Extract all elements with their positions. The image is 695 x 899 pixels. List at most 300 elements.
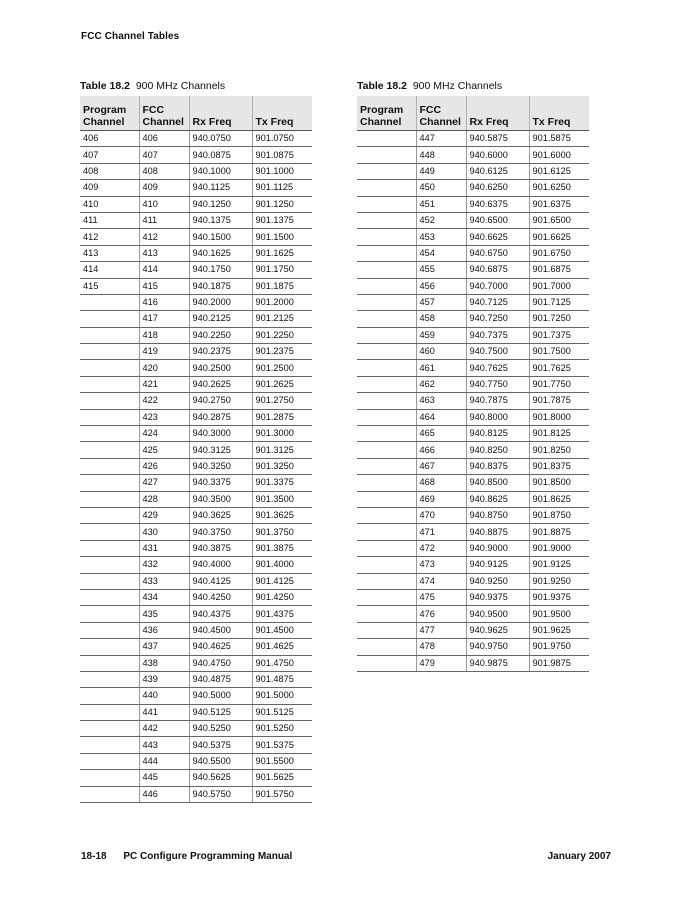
fcc-channel-cell: 427 [139,475,189,491]
program-channel-cell [80,557,139,573]
table-row [357,212,589,228]
table-row [80,491,312,507]
table-caption [357,79,589,96]
program-channel-cell [357,507,416,523]
program-channel-cell [357,524,416,540]
rx-freq-cell: 940.7875 [466,393,529,409]
rx-freq-cell: 940.1250 [189,196,252,212]
table-row [80,131,312,147]
col-header-program-channel [80,96,139,131]
rx-freq-cell: 940.5125 [189,704,252,720]
rx-freq-cell: 940.2500 [189,360,252,376]
table-row [80,376,312,392]
program-channel-cell [80,344,139,360]
tx-freq-cell: 901.9750 [529,639,589,655]
tx-freq-cell: 901.5000 [252,688,312,704]
table-row [80,786,312,802]
fcc-channel-cell: 444 [139,753,189,769]
rx-freq-cell: 940.1500 [189,229,252,245]
fcc-channel-cell: 418 [139,327,189,343]
fcc-channel-cell: 438 [139,655,189,671]
rx-freq-cell: 940.3750 [189,524,252,540]
fcc-channel-cell: 477 [416,622,466,638]
table-row [357,262,589,278]
tx-freq-cell: 901.2000 [252,294,312,310]
tx-freq-cell: 901.3125 [252,442,312,458]
table-row [80,557,312,573]
program-channel-cell [357,212,416,228]
rx-freq-cell: 940.7625 [466,360,529,376]
col-header-fcc-line1: FCC [142,104,165,116]
rx-freq-cell: 940.3000 [189,426,252,442]
col-header-program-line2: Channel [83,116,125,128]
rx-freq-cell: 940.9875 [466,655,529,671]
tx-freq-cell: 901.5500 [252,753,312,769]
table-row [80,622,312,638]
table-row [80,180,312,196]
program-channel-cell [357,606,416,622]
program-channel-cell: 406 [80,131,139,147]
tx-freq-cell: 901.2500 [252,360,312,376]
footer-page-number: 18-18 [81,851,107,862]
program-channel-cell [357,655,416,671]
program-channel-cell [80,376,139,392]
fcc-channel-cell: 458 [416,311,466,327]
fcc-channel-cell: 419 [139,344,189,360]
table-row [80,688,312,704]
rx-freq-cell: 940.4250 [189,589,252,605]
fcc-channel-cell: 409 [139,180,189,196]
tx-freq-cell: 901.8750 [529,507,589,523]
rx-freq-cell: 940.4000 [189,557,252,573]
rx-freq-cell: 940.0875 [189,147,252,163]
program-channel-cell [357,278,416,294]
table-row [80,507,312,523]
col-header-rx-freq: Rx Freq [189,96,252,131]
fcc-channel-cell: 448 [416,147,466,163]
fcc-channel-cell: 475 [416,589,466,605]
rx-freq-cell: 940.5750 [189,786,252,802]
rx-freq-cell: 940.3625 [189,507,252,523]
channel-table-left [80,96,312,803]
fcc-channel-cell: 467 [416,458,466,474]
fcc-channel-cell: 457 [416,294,466,310]
table-row [80,442,312,458]
tx-freq-cell: 901.9375 [529,589,589,605]
fcc-channel-cell: 407 [139,147,189,163]
program-channel-cell [357,311,416,327]
tx-freq-cell: 901.5375 [252,737,312,753]
right-table-block [357,79,589,672]
tx-freq-cell: 901.2750 [252,393,312,409]
table-row [80,606,312,622]
rx-freq-cell: 940.3375 [189,475,252,491]
program-channel-cell [80,524,139,540]
program-channel-cell [357,360,416,376]
table-row [357,360,589,376]
col-header-rx-freq: Rx Freq [466,96,529,131]
tx-freq-cell: 901.7125 [529,294,589,310]
table-row [357,589,589,605]
tx-freq-cell: 901.7625 [529,360,589,376]
tx-freq-cell: 901.8625 [529,491,589,507]
fcc-channel-cell: 447 [416,131,466,147]
tx-freq-cell: 901.9250 [529,573,589,589]
table-row [357,376,589,392]
rx-freq-cell: 940.2750 [189,393,252,409]
tx-freq-cell: 901.4625 [252,639,312,655]
table-row [80,147,312,163]
col-header-fcc-line2: Channel [419,116,461,128]
col-header-tx-freq: Tx Freq [529,96,589,131]
table-row [80,737,312,753]
fcc-channel-cell: 408 [139,163,189,179]
program-channel-cell [357,294,416,310]
program-channel-cell [80,327,139,343]
rx-freq-cell: 940.1125 [189,180,252,196]
table-caption-title: 900 MHz Channels [412,80,503,92]
table-row [80,196,312,212]
table-row [357,147,589,163]
tx-freq-cell: 901.3750 [252,524,312,540]
table-row [357,294,589,310]
fcc-channel-cell: 463 [416,393,466,409]
rx-freq-cell: 940.0750 [189,131,252,147]
program-channel-cell [357,147,416,163]
table-row [80,278,312,294]
rx-freq-cell: 940.1375 [189,212,252,228]
fcc-channel-cell: 428 [139,491,189,507]
table-row [80,639,312,655]
table-caption-label: Table 18.2 [357,80,407,92]
tx-freq-cell: 901.7500 [529,344,589,360]
tx-freq-cell: 901.6625 [529,229,589,245]
fcc-channel-cell: 417 [139,311,189,327]
tx-freq-cell: 901.8375 [529,458,589,474]
fcc-channel-cell: 478 [416,639,466,655]
program-channel-cell [80,704,139,720]
program-channel-cell [80,540,139,556]
rx-freq-cell: 940.8000 [466,409,529,425]
program-channel-cell: 412 [80,229,139,245]
program-channel-cell [80,491,139,507]
tx-freq-cell: 901.6000 [529,147,589,163]
col-header-fcc-channel [416,96,466,131]
program-channel-cell [80,573,139,589]
table-row [357,557,589,573]
tx-freq-cell: 901.1375 [252,212,312,228]
rx-freq-cell: 940.9500 [466,606,529,622]
fcc-channel-cell: 439 [139,671,189,687]
program-channel-cell [80,655,139,671]
table-row [80,475,312,491]
tx-freq-cell: 901.8125 [529,426,589,442]
rx-freq-cell: 940.4500 [189,622,252,638]
rx-freq-cell: 940.9750 [466,639,529,655]
table-row [80,770,312,786]
program-channel-cell [80,770,139,786]
table-row [80,311,312,327]
fcc-channel-cell: 406 [139,131,189,147]
program-channel-cell [357,491,416,507]
program-channel-cell: 413 [80,245,139,261]
table-row [80,163,312,179]
table-row [357,573,589,589]
program-channel-cell [357,131,416,147]
table-row [357,426,589,442]
program-channel-cell: 409 [80,180,139,196]
tx-freq-cell: 901.1500 [252,229,312,245]
program-channel-cell [357,409,416,425]
fcc-channel-cell: 436 [139,622,189,638]
program-channel-cell [80,671,139,687]
tx-freq-cell: 901.7875 [529,393,589,409]
rx-freq-cell: 940.7125 [466,294,529,310]
tx-freq-cell: 901.4125 [252,573,312,589]
tx-freq-cell: 901.5750 [252,786,312,802]
program-channel-cell [80,360,139,376]
table-row [357,229,589,245]
rx-freq-cell: 940.7375 [466,327,529,343]
tx-freq-cell: 901.6875 [529,262,589,278]
rx-freq-cell: 940.1875 [189,278,252,294]
fcc-channel-cell: 422 [139,393,189,409]
tx-freq-cell: 901.1000 [252,163,312,179]
tx-freq-cell: 901.7250 [529,311,589,327]
fcc-channel-cell: 443 [139,737,189,753]
fcc-channel-cell: 459 [416,327,466,343]
fcc-channel-cell: 424 [139,426,189,442]
tx-freq-cell: 901.6250 [529,180,589,196]
fcc-channel-cell: 430 [139,524,189,540]
program-channel-cell [80,753,139,769]
program-channel-cell: 408 [80,163,139,179]
rx-freq-cell: 940.5875 [466,131,529,147]
program-channel-cell [357,573,416,589]
tx-freq-cell: 901.1125 [252,180,312,196]
tx-freq-cell: 901.1875 [252,278,312,294]
table-row [80,229,312,245]
footer-manual-title: PC Configure Programming Manual [123,851,293,862]
rx-freq-cell: 940.5000 [189,688,252,704]
fcc-channel-cell: 414 [139,262,189,278]
rx-freq-cell: 940.8875 [466,524,529,540]
rx-freq-cell: 940.6375 [466,196,529,212]
program-channel-cell [80,721,139,737]
table-row [357,180,589,196]
fcc-channel-cell: 469 [416,491,466,507]
rx-freq-cell: 940.4625 [189,639,252,655]
tx-freq-cell: 901.9000 [529,540,589,556]
table-row [80,294,312,310]
table-row [357,409,589,425]
rx-freq-cell: 940.5250 [189,721,252,737]
fcc-channel-cell: 411 [139,212,189,228]
table-header-row [357,96,589,131]
program-channel-cell [357,163,416,179]
col-header-tx-freq: Tx Freq [252,96,312,131]
channel-table-right [357,96,589,672]
table-row [357,311,589,327]
rx-freq-cell: 940.4125 [189,573,252,589]
rx-freq-cell: 940.6875 [466,262,529,278]
tx-freq-cell: 901.4750 [252,655,312,671]
program-channel-cell [80,622,139,638]
program-channel-cell [357,442,416,458]
table-row [80,409,312,425]
rx-freq-cell: 940.9125 [466,557,529,573]
program-channel-cell [80,639,139,655]
rx-freq-cell: 940.2250 [189,327,252,343]
fcc-channel-cell: 410 [139,196,189,212]
tx-freq-cell: 901.6500 [529,212,589,228]
program-channel-cell [357,344,416,360]
rx-freq-cell: 940.1750 [189,262,252,278]
tx-freq-cell: 901.3000 [252,426,312,442]
program-channel-cell [357,196,416,212]
table-row [80,704,312,720]
tx-freq-cell: 901.1750 [252,262,312,278]
rx-freq-cell: 940.2875 [189,409,252,425]
fcc-channel-cell: 446 [139,786,189,802]
tx-freq-cell: 901.2375 [252,344,312,360]
tx-freq-cell: 901.5250 [252,721,312,737]
program-channel-cell [357,245,416,261]
table-row [357,540,589,556]
program-channel-cell [357,589,416,605]
program-channel-cell [80,475,139,491]
fcc-channel-cell: 442 [139,721,189,737]
tx-freq-cell: 901.5875 [529,131,589,147]
program-channel-cell: 415 [80,278,139,294]
table-row [357,163,589,179]
footer-date: January 2007 [547,851,611,862]
table-row [357,327,589,343]
rx-freq-cell: 940.7250 [466,311,529,327]
program-channel-cell [80,311,139,327]
fcc-channel-cell: 453 [416,229,466,245]
program-channel-cell [80,589,139,605]
program-channel-cell [357,426,416,442]
tx-freq-cell: 901.7375 [529,327,589,343]
rx-freq-cell: 940.8625 [466,491,529,507]
fcc-channel-cell: 420 [139,360,189,376]
table-caption-title: 900 MHz Channels [135,80,226,92]
tx-freq-cell: 901.8500 [529,475,589,491]
program-channel-cell [357,639,416,655]
rx-freq-cell: 940.4750 [189,655,252,671]
program-channel-cell [80,458,139,474]
fcc-channel-cell: 421 [139,376,189,392]
rx-freq-cell: 940.5375 [189,737,252,753]
fcc-channel-cell: 412 [139,229,189,245]
tx-freq-cell: 901.6125 [529,163,589,179]
table-row [80,524,312,540]
rx-freq-cell: 940.6000 [466,147,529,163]
table-row [357,475,589,491]
fcc-channel-cell: 468 [416,475,466,491]
table-caption [80,79,312,96]
program-channel-cell [357,458,416,474]
tx-freq-cell: 901.9500 [529,606,589,622]
tx-freq-cell: 901.1625 [252,245,312,261]
fcc-channel-cell: 440 [139,688,189,704]
rx-freq-cell: 940.2125 [189,311,252,327]
table-row [80,589,312,605]
rx-freq-cell: 940.6625 [466,229,529,245]
fcc-channel-cell: 465 [416,426,466,442]
table-body-left [80,131,312,803]
tx-freq-cell: 901.8875 [529,524,589,540]
tx-freq-cell: 901.0875 [252,147,312,163]
fcc-channel-cell: 423 [139,409,189,425]
program-channel-cell [80,606,139,622]
rx-freq-cell: 940.3125 [189,442,252,458]
fcc-channel-cell: 441 [139,704,189,720]
tx-freq-cell: 901.9875 [529,655,589,671]
table-row [80,721,312,737]
tx-freq-cell: 901.4875 [252,671,312,687]
fcc-channel-cell: 462 [416,376,466,392]
table-row [357,278,589,294]
rx-freq-cell: 940.1625 [189,245,252,261]
rx-freq-cell: 940.2375 [189,344,252,360]
fcc-channel-cell: 454 [416,245,466,261]
table-row [357,524,589,540]
table-row [80,245,312,261]
rx-freq-cell: 940.3875 [189,540,252,556]
table-row [357,196,589,212]
fcc-channel-cell: 472 [416,540,466,556]
table-row [357,606,589,622]
program-channel-cell [80,409,139,425]
tx-freq-cell: 901.6750 [529,245,589,261]
rx-freq-cell: 940.2625 [189,376,252,392]
tx-freq-cell: 901.4375 [252,606,312,622]
fcc-channel-cell: 452 [416,212,466,228]
fcc-channel-cell: 464 [416,409,466,425]
fcc-channel-cell: 450 [416,180,466,196]
program-channel-cell [357,180,416,196]
program-channel-cell [357,475,416,491]
col-header-program-channel [357,96,416,131]
tx-freq-cell: 901.9625 [529,622,589,638]
rx-freq-cell: 940.6250 [466,180,529,196]
rx-freq-cell: 940.7750 [466,376,529,392]
tx-freq-cell: 901.2125 [252,311,312,327]
rx-freq-cell: 940.6500 [466,212,529,228]
fcc-channel-cell: 426 [139,458,189,474]
fcc-channel-cell: 471 [416,524,466,540]
tx-freq-cell: 901.2625 [252,376,312,392]
table-row [80,212,312,228]
rx-freq-cell: 940.9625 [466,622,529,638]
fcc-channel-cell: 470 [416,507,466,523]
tx-freq-cell: 901.9125 [529,557,589,573]
rx-freq-cell: 940.5500 [189,753,252,769]
rx-freq-cell: 940.8750 [466,507,529,523]
rx-freq-cell: 940.7500 [466,344,529,360]
tx-freq-cell: 901.2875 [252,409,312,425]
fcc-channel-cell: 435 [139,606,189,622]
tx-freq-cell: 901.7000 [529,278,589,294]
table-row [357,458,589,474]
table-row [357,131,589,147]
table-row [357,245,589,261]
fcc-channel-cell: 451 [416,196,466,212]
rx-freq-cell: 940.3500 [189,491,252,507]
tx-freq-cell: 901.3625 [252,507,312,523]
